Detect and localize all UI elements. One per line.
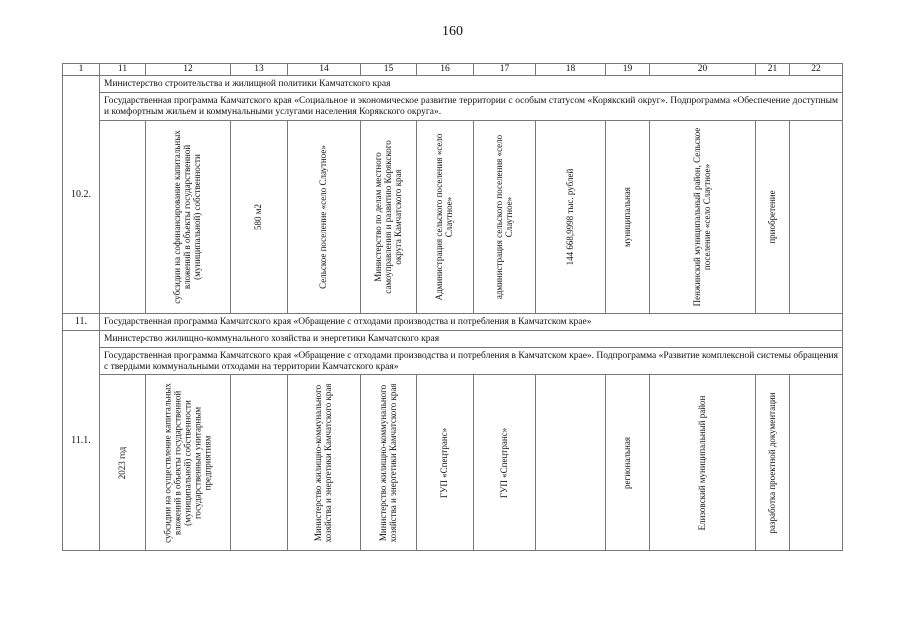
ministry-title: Министерство строительства и жилищной политики Камчатского края <box>100 76 843 93</box>
col-header: 19 <box>606 64 650 76</box>
col-header: 1 <box>63 64 100 76</box>
ministry-row <box>63 76 843 93</box>
program-title: Государственная программа Камчатского края «Обращение с отходами производства и потребления в Камчатском крае» <box>100 313 843 330</box>
page-number: 160 <box>442 24 463 39</box>
cell-funding-type: субсидии на осуществление капитальных вложений в объекты государственной (муниципальной) собственности государственным унитарным предприятиям <box>146 375 231 551</box>
cell-year: 2023 год <box>100 375 146 551</box>
row-number: 10.2. <box>63 76 100 314</box>
cell-ownership: муниципальная <box>606 120 650 313</box>
col-header: 13 <box>231 64 288 76</box>
cell-cost <box>536 375 606 551</box>
objects-table <box>62 63 843 551</box>
subprogram-row <box>63 347 843 375</box>
col-header: 22 <box>790 64 843 76</box>
program-row <box>63 92 843 120</box>
cell-cost: 144 668,9998 тыс. рублей <box>536 120 606 313</box>
table-row <box>63 120 843 313</box>
cell-location: Министерство жилищно-коммунального хозяйства и энергетики Камчатского края <box>288 375 361 551</box>
program-title: Государственная программа Камчатского края «Социальное и экономическое развитие территории с особым статусом «Корякский округ». Подпрограмма «Обеспечение доступным и комфортным жильем и коммунальными услугами населения Корякского округа». <box>100 92 843 120</box>
col-header: 18 <box>536 64 606 76</box>
col-header: 17 <box>474 64 536 76</box>
cell-developer: ГУП «Спецтранс» <box>474 375 536 551</box>
program-title: Государственная программа Камчатского края «Обращение с отходами производства и потребления в Камчатском крае». Подпрограмма «Развитие комплексной системы обращения с твердыми коммунальными отходами на территории Камчатского края» <box>100 347 843 375</box>
program-row <box>63 313 843 330</box>
col-header: 15 <box>361 64 417 76</box>
cell-responsible: Министерство по делам местного самоуправления и развитию Корякского округа Камчатского края <box>361 120 417 313</box>
col-header: 12 <box>146 64 231 76</box>
cell <box>790 120 843 313</box>
cell <box>790 375 843 551</box>
cell-responsible: Министерство жилищно-коммунального хозяйства и энергетики Камчатского края <box>361 375 417 551</box>
cell-location: Сельское поселение «село Слаутное» <box>288 120 361 313</box>
col-header: 16 <box>417 64 474 76</box>
table-row <box>63 375 843 551</box>
cell-action: приобретение <box>756 120 790 313</box>
cell <box>100 120 146 313</box>
cell-funding-type: субсидии на софинансирование капитальных вложений в объекты государственной (муниципальной) собственности <box>146 120 231 313</box>
col-header: 11 <box>100 64 146 76</box>
cell-ownership: региональная <box>606 375 650 551</box>
cell-customer: ГУП «Спецтранс» <box>417 375 474 551</box>
ministry-title: Министерство жилищно-коммунального хозяйства и энергетики Камчатского края <box>100 330 843 347</box>
col-header: 21 <box>756 64 790 76</box>
col-header: 14 <box>288 64 361 76</box>
cell-capacity: 580 м2 <box>231 120 288 313</box>
ministry-row <box>63 330 843 347</box>
cell-territory: Пенжинский муниципальный район, Сельское поселение «село Слаутное» <box>650 120 756 313</box>
row-number: 11.1. <box>63 330 100 551</box>
cell-developer: администрация сельского поселения «село Слаутное» <box>474 120 536 313</box>
cell-capacity <box>231 375 288 551</box>
cell-customer: Администрация сельского поселения «село Слаутное» <box>417 120 474 313</box>
column-header-row <box>63 64 843 76</box>
row-number: 11. <box>63 313 100 330</box>
col-header: 20 <box>650 64 756 76</box>
cell-action: разработка проектной документации <box>756 375 790 551</box>
cell-territory: Елизовский муниципальный район <box>650 375 756 551</box>
